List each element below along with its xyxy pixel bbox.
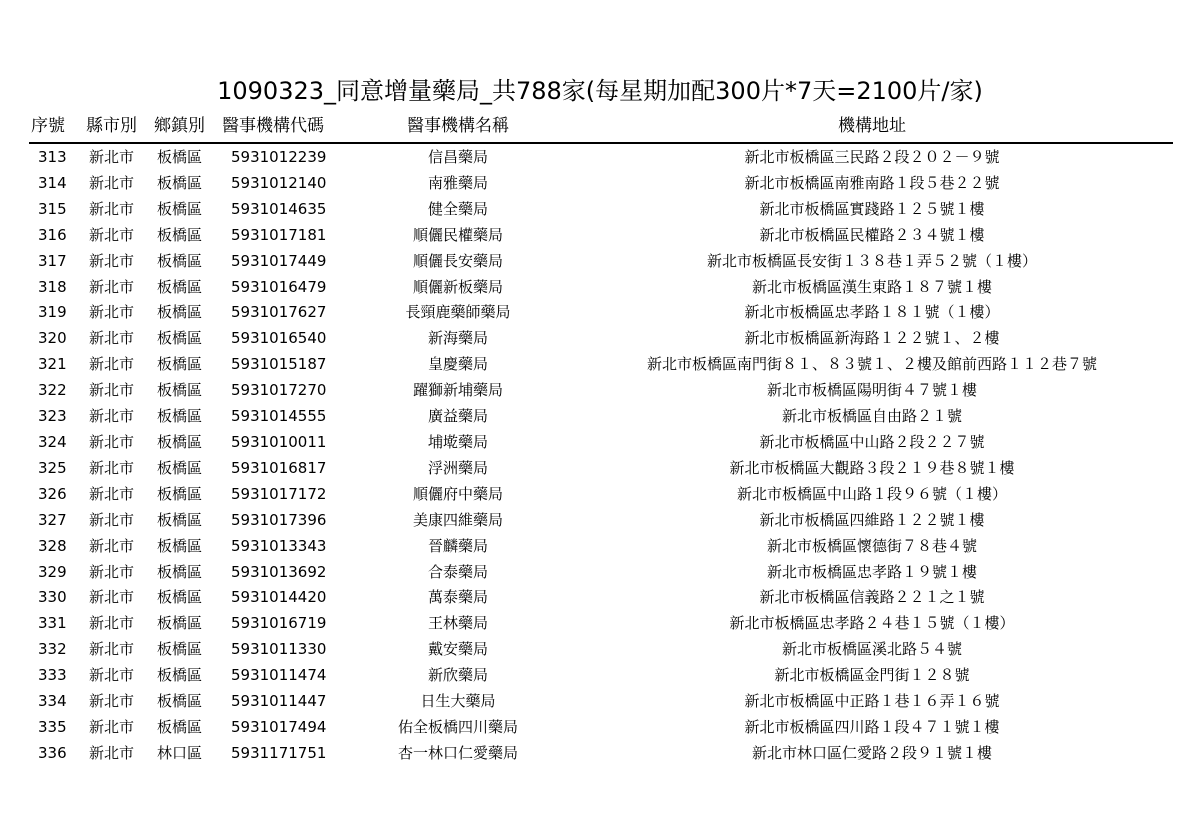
cell-address: 新北市板橋區四川路１段４７１號１樓 xyxy=(744,717,1000,736)
cell-city: 新北市 xyxy=(89,458,135,477)
cell-township: 板橋區 xyxy=(157,717,203,736)
cell-serial-number: 325 xyxy=(38,458,67,477)
cell-city: 新北市 xyxy=(89,614,135,633)
cell-city: 新北市 xyxy=(89,640,135,659)
table-row xyxy=(29,351,1173,377)
cell-address: 新北市板橋區中正路１巷１６弄１６號 xyxy=(744,692,1000,711)
cell-township: 板橋區 xyxy=(157,666,203,685)
cell-address: 新北市板橋區實踐路１２５號１樓 xyxy=(759,199,985,218)
cell-township: 板橋區 xyxy=(157,381,203,400)
cell-serial-number: 334 xyxy=(38,692,67,711)
cell-address: 新北市板橋區懷德街７８巷４號 xyxy=(766,536,977,555)
cell-institution-name: 順儷新板藥局 xyxy=(412,277,503,296)
cell-address: 新北市板橋區溪北路５４號 xyxy=(781,640,962,659)
cell-institution-name: 美康四維藥局 xyxy=(412,510,503,529)
cell-city: 新北市 xyxy=(89,717,135,736)
cell-township: 板橋區 xyxy=(157,173,203,192)
cell-city: 新北市 xyxy=(89,173,135,192)
table-row xyxy=(29,559,1173,585)
table-row xyxy=(29,610,1173,636)
table-row xyxy=(29,507,1173,533)
cell-institution-code: 5931017270 xyxy=(231,381,327,400)
cell-institution-code: 5931017627 xyxy=(231,303,327,322)
cell-city: 新北市 xyxy=(89,407,135,426)
header-city: 縣市別 xyxy=(86,116,137,136)
header-address: 機構地址 xyxy=(838,116,906,136)
cell-city: 新北市 xyxy=(89,277,135,296)
cell-address: 新北市板橋區新海路１２２號１、２樓 xyxy=(744,329,1000,348)
cell-township: 板橋區 xyxy=(157,432,203,451)
table-row xyxy=(29,714,1173,740)
cell-address: 新北市板橋區中山路２段２２７號 xyxy=(759,432,985,451)
cell-address: 新北市板橋區中山路１段９６號（１樓） xyxy=(736,484,1007,503)
cell-institution-code: 5931013343 xyxy=(231,536,327,555)
table-row xyxy=(29,377,1173,403)
cell-institution-name: 順儷府中藥局 xyxy=(412,484,503,503)
cell-institution-code: 5931171751 xyxy=(231,743,327,762)
cell-institution-code: 5931017494 xyxy=(231,717,327,736)
cell-city: 新北市 xyxy=(89,329,135,348)
cell-institution-name: 日生大藥局 xyxy=(420,692,496,711)
cell-township: 板橋區 xyxy=(157,640,203,659)
cell-city: 新北市 xyxy=(89,692,135,711)
cell-address: 新北市板橋區民權路２３４號１樓 xyxy=(759,225,985,244)
cell-address: 新北市板橋區南雅南路１段５巷２２號 xyxy=(744,173,1000,192)
cell-institution-code: 5931017172 xyxy=(231,484,327,503)
cell-township: 板橋區 xyxy=(157,562,203,581)
header-institution-name: 醫事機構名稱 xyxy=(407,116,509,136)
cell-city: 新北市 xyxy=(89,355,135,374)
cell-township: 板橋區 xyxy=(157,277,203,296)
cell-institution-code: 5931016817 xyxy=(231,458,327,477)
cell-township: 板橋區 xyxy=(157,355,203,374)
cell-serial-number: 327 xyxy=(38,510,67,529)
cell-institution-code: 5931014420 xyxy=(231,588,327,607)
cell-township: 板橋區 xyxy=(157,329,203,348)
cell-township: 板橋區 xyxy=(157,484,203,503)
cell-township: 板橋區 xyxy=(157,225,203,244)
cell-institution-code: 5931017396 xyxy=(231,510,327,529)
cell-city: 新北市 xyxy=(89,562,135,581)
cell-serial-number: 314 xyxy=(38,173,67,192)
table-row xyxy=(29,740,1173,766)
cell-institution-name: 躍獅新埔藥局 xyxy=(412,381,503,400)
table-row xyxy=(29,455,1173,481)
cell-institution-code: 5931011474 xyxy=(231,666,327,685)
cell-township: 板橋區 xyxy=(157,407,203,426)
cell-address: 新北市板橋區忠孝路１８１號（１樓） xyxy=(744,303,1000,322)
cell-institution-name: 健全藥局 xyxy=(427,199,488,218)
cell-institution-code: 5931017449 xyxy=(231,251,327,270)
table-row xyxy=(29,196,1173,222)
cell-serial-number: 321 xyxy=(38,355,67,374)
cell-serial-number: 316 xyxy=(38,225,67,244)
table-row xyxy=(29,662,1173,688)
cell-city: 新北市 xyxy=(89,148,135,166)
cell-serial-number: 323 xyxy=(38,407,67,426)
cell-institution-name: 晉麟藥局 xyxy=(427,536,488,555)
table-row xyxy=(29,584,1173,610)
table-row xyxy=(29,299,1173,325)
cell-institution-name: 杏一林口仁愛藥局 xyxy=(397,743,518,762)
cell-institution-code: 5931012239 xyxy=(231,148,327,166)
cell-institution-name: 南雅藥局 xyxy=(427,173,488,192)
cell-serial-number: 328 xyxy=(38,536,67,555)
cell-serial-number: 331 xyxy=(38,614,67,633)
cell-serial-number: 320 xyxy=(38,329,67,348)
cell-address: 新北市板橋區長安街１３８巷１弄５２號（１樓） xyxy=(706,251,1037,270)
cell-institution-name: 王林藥局 xyxy=(427,614,488,633)
cell-city: 新北市 xyxy=(89,381,135,400)
cell-serial-number: 333 xyxy=(38,666,67,685)
cell-institution-code: 5931014635 xyxy=(231,199,327,218)
cell-institution-name: 新海藥局 xyxy=(427,329,488,348)
cell-serial-number: 335 xyxy=(38,717,67,736)
cell-township: 板橋區 xyxy=(157,510,203,529)
cell-institution-code: 5931010011 xyxy=(231,432,327,451)
cell-institution-code: 5931016719 xyxy=(231,614,327,633)
cell-address: 新北市板橋區南門街８１、８３號１、２樓及館前西路１１２巷７號 xyxy=(646,355,1097,374)
cell-serial-number: 322 xyxy=(38,381,67,400)
table-row xyxy=(29,636,1173,662)
cell-institution-name: 佑全板橋四川藥局 xyxy=(397,717,518,736)
table-row xyxy=(29,688,1173,714)
table-row xyxy=(29,170,1173,196)
cell-city: 新北市 xyxy=(89,225,135,244)
table-header xyxy=(29,112,1173,144)
cell-address: 新北市板橋區漢生東路１８７號１樓 xyxy=(751,277,992,296)
cell-township: 板橋區 xyxy=(157,536,203,555)
cell-address: 新北市板橋區忠孝路２４巷１５號（１樓） xyxy=(729,614,1015,633)
table-row xyxy=(29,274,1173,300)
cell-institution-code: 5931015187 xyxy=(231,355,327,374)
table-row xyxy=(29,325,1173,351)
cell-serial-number: 336 xyxy=(38,743,67,762)
cell-serial-number: 332 xyxy=(38,640,67,659)
cell-institution-code: 5931016479 xyxy=(231,277,327,296)
table-row xyxy=(29,533,1173,559)
cell-township: 板橋區 xyxy=(157,692,203,711)
table-row xyxy=(29,481,1173,507)
page-title: 1090323_同意增量藥局_共788家(每星期加配300片*7天=2100片/家) xyxy=(217,77,983,105)
cell-address: 新北市板橋區四維路１２２號１樓 xyxy=(759,510,985,529)
cell-address: 新北市板橋區陽明街４７號１樓 xyxy=(766,381,977,400)
cell-institution-name: 新欣藥局 xyxy=(427,666,488,685)
cell-township: 板橋區 xyxy=(157,251,203,270)
cell-institution-name: 合泰藥局 xyxy=(427,562,488,581)
cell-serial-number: 326 xyxy=(38,484,67,503)
cell-serial-number: 329 xyxy=(38,562,67,581)
cell-institution-name: 戴安藥局 xyxy=(427,640,488,659)
header-institution-code: 醫事機構代碼 xyxy=(222,116,324,136)
cell-address: 新北市板橋區信義路２２１之１號 xyxy=(759,588,985,607)
cell-institution-name: 埔墘藥局 xyxy=(427,432,488,451)
cell-township: 林口區 xyxy=(157,743,203,762)
cell-institution-name: 浮洲藥局 xyxy=(427,458,488,477)
cell-city: 新北市 xyxy=(89,536,135,555)
cell-institution-name: 皇慶藥局 xyxy=(427,355,488,374)
cell-address: 新北市板橋區金門街１２８號 xyxy=(774,666,970,685)
cell-township: 板橋區 xyxy=(157,199,203,218)
cell-institution-name: 信昌藥局 xyxy=(427,148,488,166)
table-body xyxy=(29,144,1173,766)
cell-township: 板橋區 xyxy=(157,614,203,633)
cell-city: 新北市 xyxy=(89,432,135,451)
cell-institution-code: 5931013692 xyxy=(231,562,327,581)
cell-serial-number: 330 xyxy=(38,588,67,607)
cell-address: 新北市板橋區三民路２段２０２－９號 xyxy=(744,148,1000,166)
cell-institution-code: 5931011330 xyxy=(231,640,327,659)
table-row xyxy=(29,222,1173,248)
cell-institution-name: 長頸鹿藥師藥局 xyxy=(405,303,511,322)
header-township: 鄉鎮別 xyxy=(154,116,205,136)
table-row xyxy=(29,429,1173,455)
cell-city: 新北市 xyxy=(89,484,135,503)
cell-address: 新北市板橋區忠孝路１９號１樓 xyxy=(766,562,977,581)
cell-address: 新北市板橋區大觀路３段２１９巷８號１樓 xyxy=(729,458,1015,477)
cell-serial-number: 317 xyxy=(38,251,67,270)
cell-serial-number: 324 xyxy=(38,432,67,451)
cell-city: 新北市 xyxy=(89,588,135,607)
cell-serial-number: 315 xyxy=(38,199,67,218)
cell-township: 板橋區 xyxy=(157,303,203,322)
cell-township: 板橋區 xyxy=(157,458,203,477)
cell-city: 新北市 xyxy=(89,510,135,529)
cell-township: 板橋區 xyxy=(157,588,203,607)
cell-institution-name: 廣益藥局 xyxy=(427,407,488,426)
cell-institution-code: 5931014555 xyxy=(231,407,327,426)
table-row xyxy=(29,144,1173,170)
cell-institution-name: 順儷民權藥局 xyxy=(412,225,503,244)
cell-institution-name: 順儷長安藥局 xyxy=(412,251,503,270)
cell-city: 新北市 xyxy=(89,743,135,762)
cell-institution-code: 5931012140 xyxy=(231,173,327,192)
cell-city: 新北市 xyxy=(89,199,135,218)
cell-serial-number: 313 xyxy=(38,148,67,166)
cell-institution-code: 5931016540 xyxy=(231,329,327,348)
header-serial-number: 序號 xyxy=(31,116,65,136)
cell-city: 新北市 xyxy=(89,251,135,270)
cell-institution-code: 5931017181 xyxy=(231,225,327,244)
cell-serial-number: 318 xyxy=(38,277,67,296)
cell-city: 新北市 xyxy=(89,303,135,322)
cell-institution-name: 萬泰藥局 xyxy=(427,588,488,607)
cell-address: 新北市板橋區自由路２１號 xyxy=(781,407,962,426)
table-row xyxy=(29,403,1173,429)
cell-township: 板橋區 xyxy=(157,148,203,166)
cell-address: 新北市林口區仁愛路２段９１號１樓 xyxy=(751,743,992,762)
cell-institution-code: 5931011447 xyxy=(231,692,327,711)
cell-city: 新北市 xyxy=(89,666,135,685)
table-row xyxy=(29,248,1173,274)
cell-serial-number: 319 xyxy=(38,303,67,322)
